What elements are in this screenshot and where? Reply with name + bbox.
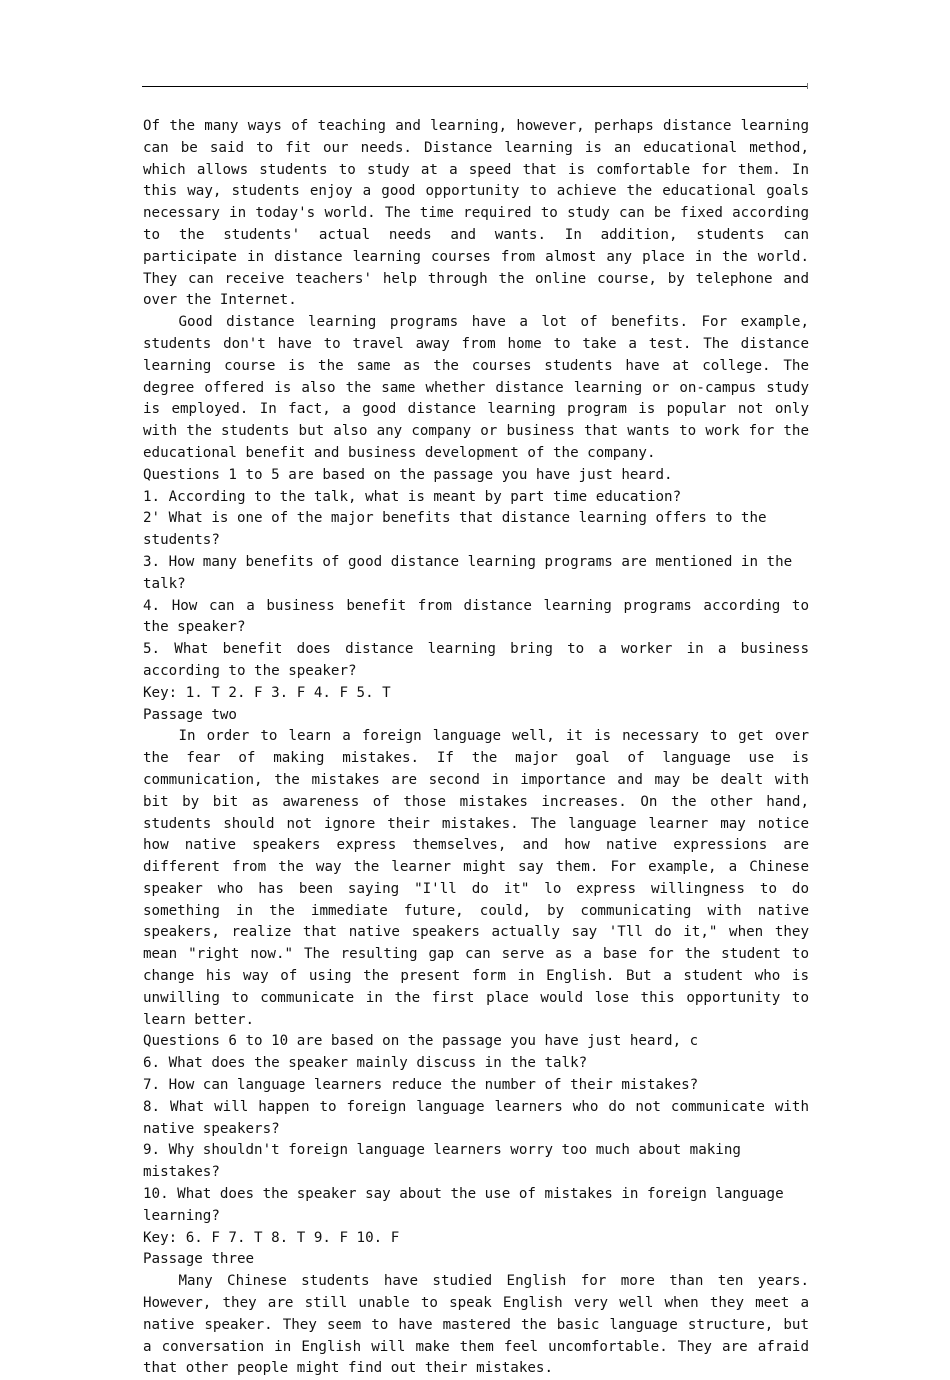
passage-one-paragraph-2: Good distance learning programs have a lot of benefits. For example, students don't have to travel away from home to take a test. The distance learning course is the same as the courses students have at college. The degree offered is also the same whether distance learning or on-campus study is employed. In fact, a good distance learning program is popular not only with the students but also any company or business that wants to work for the educational benefit and business development of the company.: [143, 314, 809, 461]
header-rule: [142, 86, 808, 87]
question-2: 2' What is one of the major benefits that distance learning offers to the students?: [143, 510, 767, 549]
question-4: 4. How can a business benefit from distance learning programs according to the speaker?: [143, 597, 809, 636]
question-1: 1. According to the talk, what is meant by part time education?: [143, 488, 682, 505]
passage-two-heading: Passage two: [143, 706, 237, 723]
answer-key-1-5: Key: 1. T 2. F 3. F 4. F 5. T: [143, 684, 391, 701]
question-5: 5. What benefit does distance learning bring to a worker in a business according to the speaker?: [143, 641, 809, 679]
question-6: 6. What does the speaker mainly discuss in the talk?: [143, 1055, 588, 1072]
question-9: 9. Why shouldn't foreign language learners worry too much about making mistakes?: [143, 1142, 741, 1181]
passage-two-paragraph: In order to learn a foreign language well, it is necessary to get over the fear of making mistakes. If the major goal of language use is communication, the mistakes are second in importance and may be dealt with bit by bit as awareness of those mistakes increases. On the other hand, students should not ignore their mistakes. The language learner may notice how native speakers express themselves, and how native expressions are different from the way the learner might say them. For example, a Chinese speaker who has been saying "I'll do it" lo express willingness to do something in the immediate future, could, by communicating with native speakers, realize that native speakers actually say 'Tll do it," when they mean "right now." The resulting gap can serve as a base for the student to change his way of using the present form in English. But a student who is unwilling to communicate in the first place would lose this opportunity to learn better.: [143, 728, 809, 1028]
passage-one-paragraph-1: Of the many ways of teaching and learning, however, perhaps distance learning can be said to fit our needs. Distance learning is an educational method, which allows students to study at a speed that is comfortable for them. In this way, students enjoy a good opportunity to achieve the educational goals necessary in today's world. The time required to study can be fixed according to the students' actual needs and wants. In addition, students can participate in distance learning courses from almost any place in the world. They can receive teachers' help through the online course, by telephone and over the Internet.: [143, 118, 809, 309]
document-body: [143, 116, 809, 1380]
passage-three-heading: Passage three: [143, 1251, 255, 1268]
passage-three-paragraph: Many Chinese students have studied English for more than ten years. However, they are still unable to speak English very well when they meet a native speaker. They seem to have mastered the basic language structure, but a conversation in English will make them feel uncomfortable. They are afraid that other people might find out their mistakes.: [143, 1273, 809, 1377]
question-3: 3. How many benefits of good distance learning programs are mentioned in the talk?: [143, 553, 793, 592]
question-8: 8. What will happen to foreign language learners who do not communicate with native speakers?: [143, 1098, 809, 1137]
question-7: 7. How can language learners reduce the number of their mistakes?: [143, 1077, 699, 1094]
questions-1-5-intro: Questions 1 to 5 are based on the passage you have just heard.: [143, 466, 673, 483]
question-10: 10. What does the speaker say about the use of mistakes in foreign language learning?: [143, 1186, 784, 1224]
header-rule-end-mark: [807, 83, 808, 89]
questions-6-10-intro: Questions 6 to 10 are based on the passage you have just heard, c: [143, 1033, 699, 1050]
answer-key-6-10: Key: 6. F 7. T 8. T 9. F 10. F: [143, 1229, 400, 1246]
